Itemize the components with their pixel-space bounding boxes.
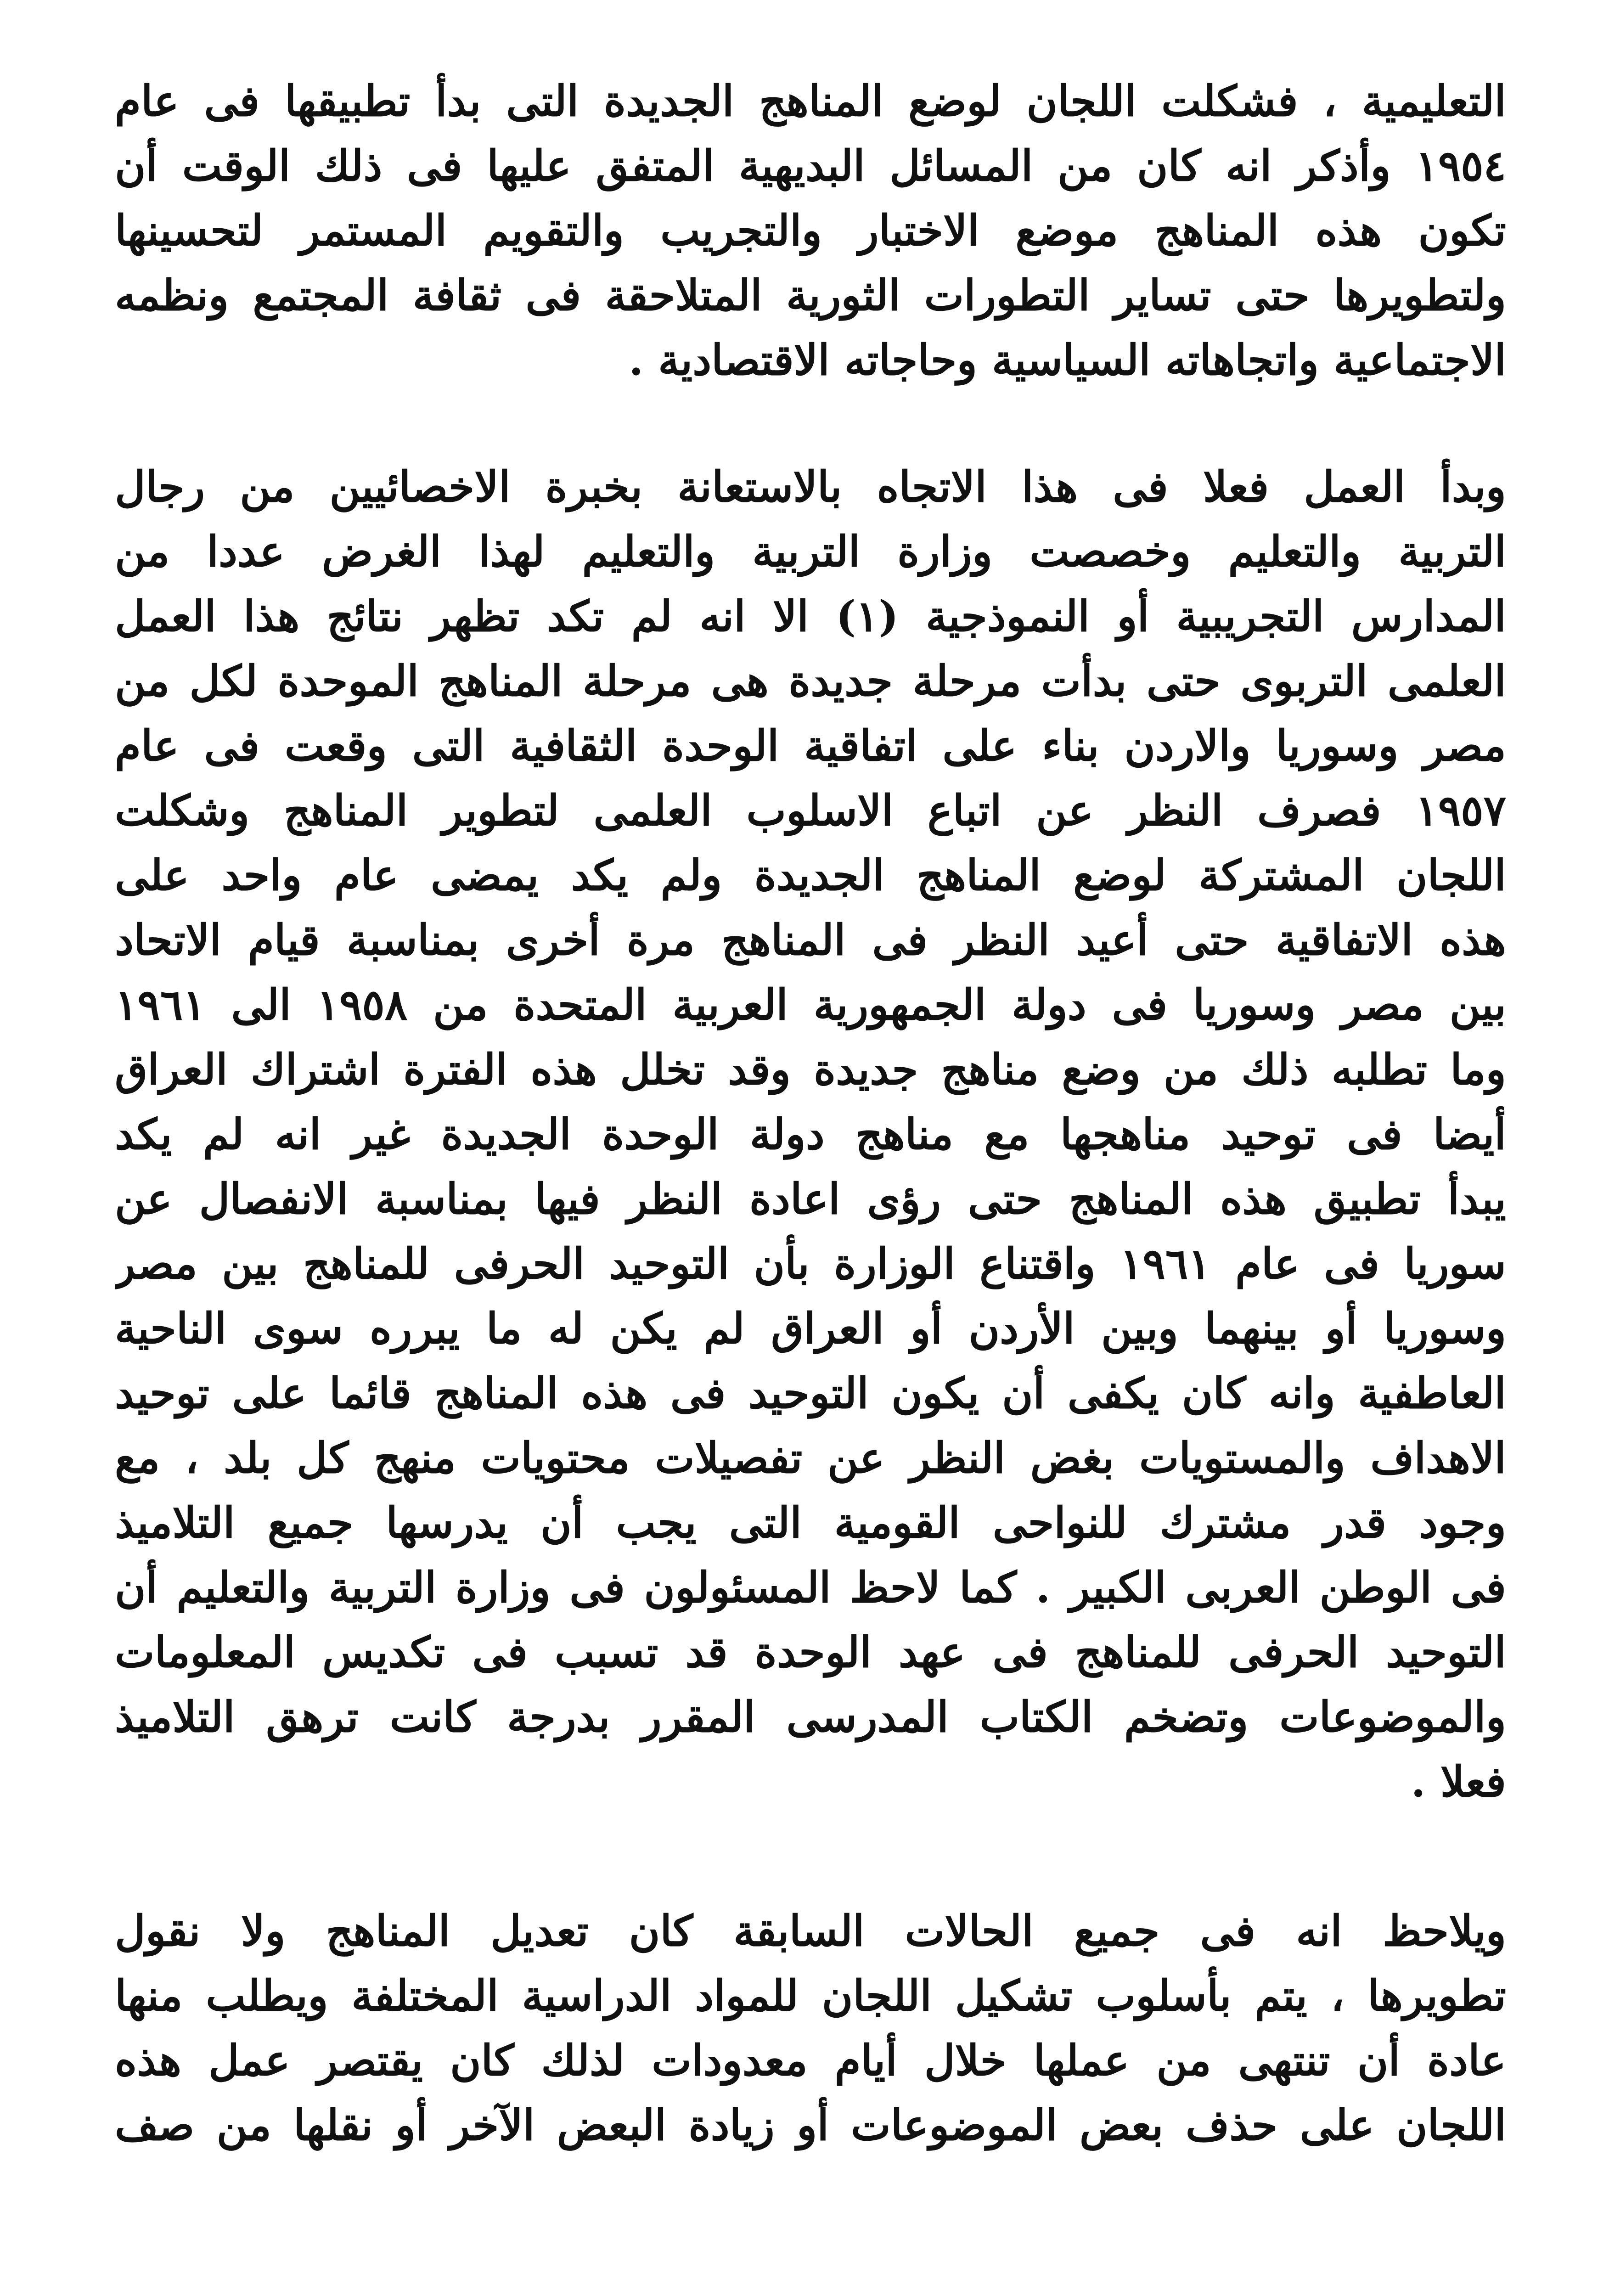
paragraph-1	[115, 69, 1506, 393]
text-line: ١٩٥٤ وأذكر انه كان من المسائل البديهية المتفق عليها فى ذلك الوقت أن	[115, 141, 1506, 191]
text-line: التوحيد الحرفى للمناهج فى عهد الوحدة قد تسبب فى تكديس المعلومات	[115, 1627, 1506, 1677]
text-line: وما تطلبه ذلك من وضع مناهج جديدة وقد تخلل هذه الفترة اشتراك العراق	[115, 1045, 1506, 1094]
text-line: والموضوعات وتضخم الكتاب المدرسى المقرر بدرجة كانت ترهق التلاميذ	[115, 1692, 1506, 1742]
text-line: اللجان على حذف بعض الموضوعات أو زيادة البعض الآخر أو نقلها من صف	[115, 2100, 1506, 2150]
text-line: التعليمية ، فشكلت اللجان لوضع المناهج الجديدة التى بدأ تطبيقها فى عام	[115, 76, 1506, 126]
text-line: أيضا فى توحيد مناهجها مع مناهج دولة الوحدة الجديدة غير انه لم يكد	[115, 1109, 1506, 1159]
text-line: التربية والتعليم وخصصت وزارة التربية والتعليم لهذا الغرض عددا من	[115, 527, 1506, 576]
text-line: وبدأ العمل فعلا فى هذا الاتجاه بالاستعانة بخبرة الاخصائيين من رجال	[115, 462, 1506, 512]
paragraph-3	[115, 1899, 1506, 2158]
text-line: سوريا فى عام ١٩٦١ واقتناع الوزارة بأن التوحيد الحرفى للمناهج بين مصر	[115, 1239, 1506, 1289]
text-line: فى الوطن العربى الكبير . كما لاحظ المسئولون فى وزارة التربية والتعليم أن	[115, 1563, 1506, 1612]
text-line: العاطفية وانه كان يكفى أن يكون التوحيد فى هذه المناهج قائما على توحيد	[115, 1368, 1506, 1418]
text-line: اللجان المشتركة لوضع المناهج الجديدة ولم يكد يمضى عام واحد على	[115, 850, 1506, 900]
text-line: الاجتماعية واتجاهاته السياسية وحاجاته الاقتصادية .	[629, 335, 1506, 385]
text-line: عادة أن تنتهى من عملها خلال أيام معدودات لذلك كان يقتصر عمل هذه	[115, 2036, 1506, 2085]
text-line: تطويرها ، يتم بأسلوب تشكيل اللجان للمواد الدراسية المختلفة ويطلب منها	[115, 1971, 1506, 2020]
text-line: تكون هذه المناهج موضع الاختبار والتجريب والتقويم المستمر لتحسينها	[115, 206, 1506, 255]
text-line: فعلا .	[1411, 1757, 1506, 1806]
text-line: ولتطويرها حتى تساير التطورات الثورية المتلاحقة فى ثقافة المجتمع ونظمه	[115, 270, 1506, 320]
text-line: وجود قدر مشترك للنواحى القومية التى يجب أن يدرسها جميع التلاميذ	[115, 1498, 1506, 1548]
text-line: هذه الاتفاقية حتى أعيد النظر فى المناهج مرة أخرى بمناسبة قيام الاتحاد	[115, 915, 1506, 965]
text-line: المدارس التجريبية أو النموذجية (١) الا انه لم تكد تظهر نتائج هذا العمل	[115, 591, 1506, 641]
text-line: ١٩٥٧ فصرف النظر عن اتباع الاسلوب العلمى لتطوير المناهج وشكلت	[115, 786, 1506, 835]
text-line: وسوريا أو بينهما وبين الأردن أو العراق لم يكن له ما يبرره سوى الناحية	[115, 1304, 1506, 1353]
text-line: يبدأ تطبيق هذه المناهج حتى رؤى اعادة النظر فيها بمناسبة الانفصال عن	[115, 1174, 1506, 1224]
text-line: ويلاحظ انه فى جميع الحالات السابقة كان تعديل المناهج ولا نقول	[115, 1906, 1506, 1956]
text-line: مصر وسوريا والاردن بناء على اتفاقية الوحدة الثقافية التى وقعت فى عام	[115, 721, 1506, 771]
text-line: العلمى التربوى حتى بدأت مرحلة جديدة هى مرحلة المناهج الموحدة لكل من	[115, 656, 1506, 706]
paragraph-2	[115, 455, 1506, 1814]
text-line: الاهداف والمستويات بغض النظر عن تفصيلات محتويات منهج كل بلد ، مع	[115, 1433, 1506, 1483]
text-line: بين مصر وسوريا فى دولة الجمهورية العربية المتحدة من ١٩٥٨ الى ١٩٦١	[115, 980, 1506, 1030]
